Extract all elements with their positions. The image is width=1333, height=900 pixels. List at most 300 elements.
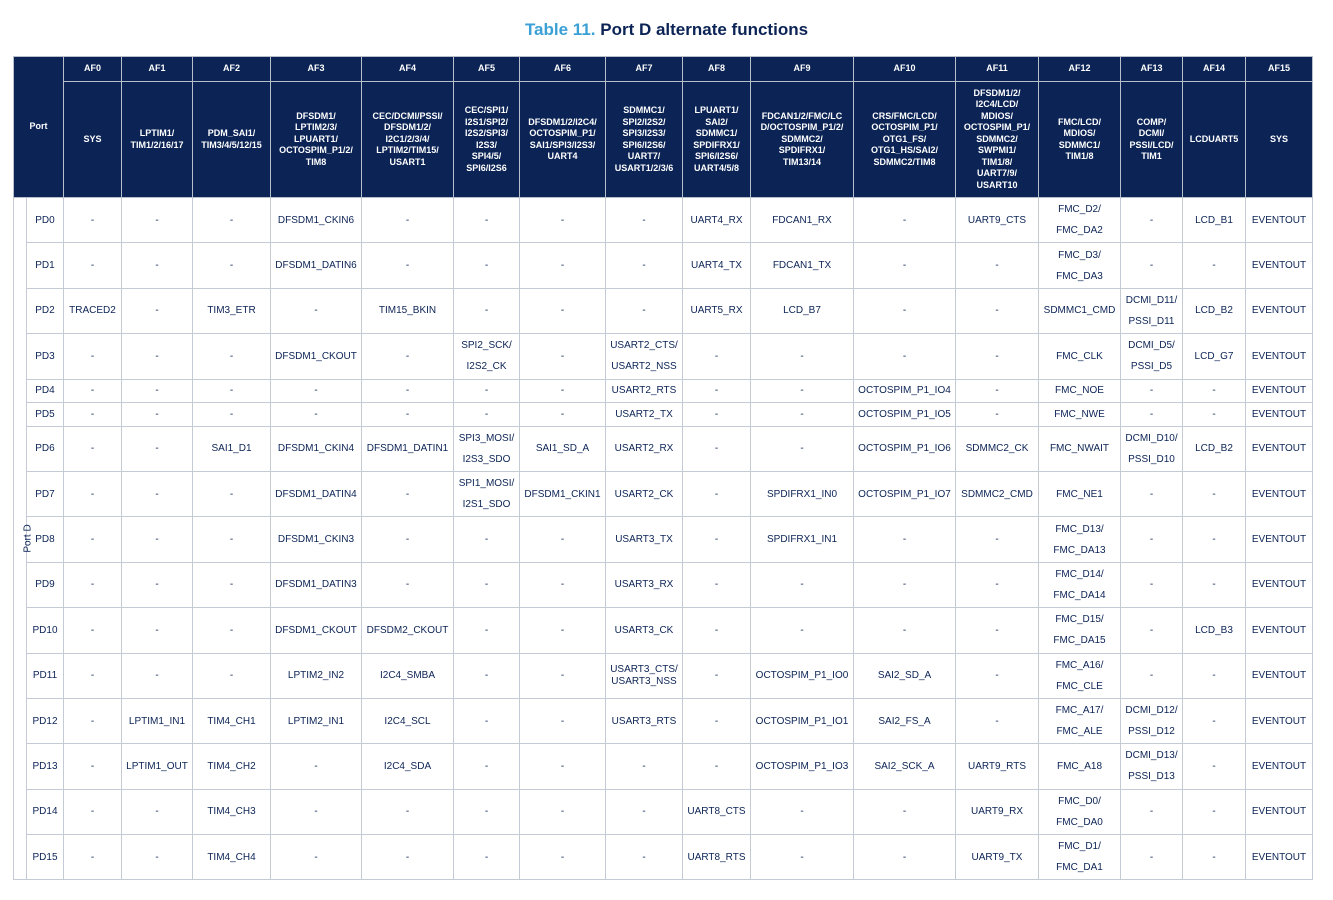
function-text: FMC/LCD/ xyxy=(1058,116,1101,127)
function-text: SDMMC2/TIM8 xyxy=(873,156,936,167)
af-header-10: AF10 xyxy=(854,57,956,82)
af-cell xyxy=(122,744,193,789)
cell-text: FMC_A17/ xyxy=(1055,705,1104,717)
cell-text: OCTOSPIM_P1_IO3 xyxy=(755,760,849,772)
af-cell xyxy=(956,198,1039,243)
af-cell xyxy=(520,698,606,743)
af-cell xyxy=(64,835,122,880)
cell-text: - xyxy=(902,350,907,362)
cell-text: - xyxy=(155,214,159,226)
cell-text: - xyxy=(405,806,410,818)
cell-text: - xyxy=(1212,851,1216,863)
cell-text: - xyxy=(1212,385,1216,397)
cell-text: PSSI_D13 xyxy=(1128,771,1175,783)
cell-text: FMC_D14/ xyxy=(1055,568,1104,580)
cell-text: EVENTOUT xyxy=(1251,579,1307,591)
function-text: OTG1_FS/ xyxy=(882,133,927,144)
cell-text: - xyxy=(1149,488,1154,500)
cell-text: - xyxy=(800,851,804,863)
af-cell xyxy=(1121,562,1183,607)
table-body xyxy=(14,198,1313,880)
af-cell xyxy=(854,471,956,516)
af-cell xyxy=(1183,789,1246,834)
cell-text: - xyxy=(155,806,159,818)
af-cell xyxy=(193,698,271,743)
cell-text: OCTOSPIM_P1_IO1 xyxy=(755,715,849,727)
af-cell xyxy=(64,288,122,333)
cell-text: LCD_B1 xyxy=(1195,214,1233,226)
af-cell xyxy=(454,698,520,743)
function-text: DFSDM1/2/I2C4/ xyxy=(528,116,597,127)
function-text: I2C1/2/3/4/ xyxy=(385,133,430,144)
port-pin-cell: PD13 xyxy=(27,744,64,789)
af-function-header-7 xyxy=(606,82,683,198)
af-cell xyxy=(1039,426,1121,471)
af-cell xyxy=(1039,471,1121,516)
cell-text: - xyxy=(800,408,804,420)
cell-text: PSSI_D11 xyxy=(1128,315,1175,327)
cell-text: - xyxy=(560,385,565,397)
cell-text: - xyxy=(405,488,410,500)
cell-text: - xyxy=(90,851,95,863)
af-cell xyxy=(854,379,956,403)
cell-text: - xyxy=(405,579,410,591)
cell-text: - xyxy=(1149,851,1154,863)
af-cell xyxy=(454,426,520,471)
cell-text: EVENTOUT xyxy=(1251,534,1307,546)
cell-text: - xyxy=(560,534,565,546)
function-text: TIM1 xyxy=(1141,151,1162,161)
af-cell xyxy=(1246,334,1313,379)
cell-text: - xyxy=(484,579,489,591)
af-cell xyxy=(956,562,1039,607)
cell-text: LPTIM2_IN2 xyxy=(287,670,345,682)
cell-text: - xyxy=(714,579,719,591)
cell-text: - xyxy=(560,670,565,682)
af-cell xyxy=(520,471,606,516)
cell-text: - xyxy=(902,305,907,317)
cell-text: - xyxy=(560,851,565,863)
af-function-header-15 xyxy=(1246,82,1313,198)
cell-text: FMC_DA1 xyxy=(1056,862,1103,874)
af-cell xyxy=(454,403,520,427)
cell-text: SPDIFRX1_IN1 xyxy=(766,534,838,546)
cell-text: DFSDM1_DATIN6 xyxy=(275,260,357,272)
cell-text: SAI2_FS_A xyxy=(878,715,931,727)
af-cell xyxy=(956,789,1039,834)
port-pin-cell: PD14 xyxy=(27,789,64,834)
cell-text: - xyxy=(995,408,999,420)
cell-text: - xyxy=(405,260,410,272)
cell-text: TIM4_CH3 xyxy=(207,806,256,818)
af-cell xyxy=(520,334,606,379)
af-cell xyxy=(1183,744,1246,789)
af-cell xyxy=(751,698,854,743)
af-cell xyxy=(271,243,362,288)
function-text: FDCAN1/2/FMC/LC xyxy=(761,110,843,121)
port-pin-cell: PD9 xyxy=(27,562,64,607)
af-cell xyxy=(64,698,122,743)
af-cell xyxy=(271,744,362,789)
cell-text: - xyxy=(560,715,565,727)
cell-text: - xyxy=(90,350,95,362)
function-text: D/OCTOSPIM_P1/2/ xyxy=(760,122,844,133)
cell-text: - xyxy=(902,579,907,591)
cell-text: FMC_A18 xyxy=(1056,760,1102,772)
af-cell xyxy=(1246,653,1313,698)
af-cell xyxy=(854,653,956,698)
af-cell xyxy=(751,426,854,471)
port-pin-cell: PD12 xyxy=(27,698,64,743)
function-header-row xyxy=(14,82,1313,198)
af-cell xyxy=(854,562,956,607)
cell-text: - xyxy=(90,385,95,397)
cell-text: DFSDM1_CKIN4 xyxy=(277,443,355,455)
cell-text: - xyxy=(800,579,804,591)
cell-text: - xyxy=(995,579,999,591)
function-text: SDMMC1/ xyxy=(1058,139,1101,150)
function-text: TIM1/8 xyxy=(1065,151,1094,161)
function-text: SPI6/I2S6 xyxy=(466,162,507,173)
cell-text: - xyxy=(902,806,907,818)
cell-text: - xyxy=(714,443,719,455)
port-pin-cell: PD5 xyxy=(27,403,64,427)
af-cell xyxy=(606,562,683,607)
cell-text: FMC_DA15 xyxy=(1053,635,1106,647)
af-cell xyxy=(854,426,956,471)
cell-text: - xyxy=(1212,579,1216,591)
cell-text: USART3_CK xyxy=(614,624,674,636)
port-d-alternate-functions-table xyxy=(13,56,1313,880)
cell-text: - xyxy=(229,488,234,500)
cell-text: USART2_CTS/ xyxy=(610,340,678,352)
cell-text: - xyxy=(155,624,159,636)
cell-text: - xyxy=(484,534,489,546)
af-cell xyxy=(520,608,606,653)
cell-text: - xyxy=(995,260,999,272)
cell-text: USART3_RTS xyxy=(611,715,677,727)
af-cell xyxy=(271,517,362,562)
cell-text: DFSDM1_DATIN1 xyxy=(366,443,449,455)
cell-text: - xyxy=(484,408,489,420)
af-header-4: AF4 xyxy=(362,57,454,82)
af-cell xyxy=(362,471,454,516)
function-text: OCTOSPIM_P1/ xyxy=(529,128,596,138)
af-cell xyxy=(1246,198,1313,243)
cell-text: - xyxy=(229,579,234,591)
cell-text: - xyxy=(995,385,999,397)
cell-text: LCD_B2 xyxy=(1195,305,1233,317)
af-function-header-6 xyxy=(520,82,606,198)
af-cell xyxy=(1183,403,1246,427)
af-cell xyxy=(683,243,751,288)
af-cell xyxy=(683,403,751,427)
cell-text: DFSDM1_CKOUT xyxy=(275,350,357,362)
cell-text: - xyxy=(1149,408,1154,420)
table-row xyxy=(14,744,1313,789)
cell-text: - xyxy=(560,214,565,226)
cell-text: TIM15_BKIN xyxy=(378,305,437,317)
cell-text: - xyxy=(155,579,159,591)
af-cell xyxy=(122,517,193,562)
table-row xyxy=(14,198,1313,243)
function-text: DFSDM1/2/ xyxy=(973,87,1021,98)
af-cell xyxy=(854,517,956,562)
af-cell xyxy=(956,835,1039,880)
af-cell xyxy=(520,243,606,288)
cell-text: EVENTOUT xyxy=(1251,760,1307,772)
af-cell xyxy=(122,835,193,880)
table-row xyxy=(14,517,1313,562)
cell-text: LCD_B7 xyxy=(783,305,821,317)
af-header-13: AF13 xyxy=(1121,57,1183,82)
af-cell xyxy=(362,288,454,333)
table-row xyxy=(14,562,1313,607)
af-cell xyxy=(454,198,520,243)
af-cell xyxy=(1246,426,1313,471)
af-cell xyxy=(193,334,271,379)
af-cell xyxy=(854,744,956,789)
af-function-header-11 xyxy=(956,82,1039,198)
cell-text: FMC_NE1 xyxy=(1056,488,1103,500)
cell-text: - xyxy=(560,260,565,272)
cell-text: - xyxy=(484,670,489,682)
af-cell xyxy=(362,243,454,288)
function-text: COMP/ xyxy=(1136,116,1167,127)
af-cell xyxy=(64,562,122,607)
cell-text: - xyxy=(155,670,159,682)
cell-text: FMC_DA2 xyxy=(1056,225,1103,237)
af-function-header-10 xyxy=(854,82,956,198)
table-row xyxy=(14,653,1313,698)
function-text: LPUART1/ xyxy=(293,133,338,144)
cell-text: SAI2_SD_A xyxy=(877,670,932,682)
cell-text: - xyxy=(1212,715,1216,727)
af-cell xyxy=(193,403,271,427)
cell-text: I2C4_SDA xyxy=(383,760,432,772)
cell-text: - xyxy=(995,715,999,727)
af-header-0: AF0 xyxy=(64,57,122,82)
af-cell xyxy=(362,198,454,243)
cell-text: FMC_D3/ xyxy=(1058,249,1101,261)
af-cell xyxy=(122,562,193,607)
af-cell xyxy=(1246,517,1313,562)
cell-text: I2S1_SDO xyxy=(462,499,511,511)
af-cell xyxy=(956,698,1039,743)
af-cell xyxy=(854,608,956,653)
cell-text: SPI3_MOSI/ xyxy=(458,432,515,444)
af-cell xyxy=(1039,562,1121,607)
function-text: SPDIFRX1/ xyxy=(693,139,740,150)
af-cell xyxy=(606,608,683,653)
cell-text: - xyxy=(1149,385,1154,397)
cell-text: - xyxy=(560,350,565,362)
function-text: UART4 xyxy=(547,151,578,161)
function-text: MDIOS/ xyxy=(980,110,1013,121)
af-cell xyxy=(1246,379,1313,403)
af-function-header-5 xyxy=(454,82,520,198)
function-text: CEC/DCMI/PSSI/ xyxy=(372,110,443,121)
af-cell xyxy=(271,789,362,834)
af-cell xyxy=(1121,426,1183,471)
cell-text: - xyxy=(642,214,646,226)
af-function-header-3 xyxy=(271,82,362,198)
af-cell xyxy=(271,471,362,516)
function-text: I2S3/ xyxy=(475,139,497,150)
cell-text: - xyxy=(90,408,95,420)
af-cell xyxy=(1121,517,1183,562)
cell-text: - xyxy=(1149,260,1154,272)
af-cell xyxy=(193,517,271,562)
cell-text: EVENTOUT xyxy=(1251,305,1307,317)
af-cell xyxy=(520,744,606,789)
cell-text: - xyxy=(800,443,804,455)
cell-text: USART3_NSS xyxy=(611,675,677,687)
cell-text: UART9_CTS xyxy=(967,214,1027,226)
function-text: I2C4/LCD/ xyxy=(975,99,1019,110)
cell-text: TIM4_CH2 xyxy=(207,760,256,772)
af-cell xyxy=(64,744,122,789)
af-cell xyxy=(520,562,606,607)
cell-text: FDCAN1_RX xyxy=(772,214,832,226)
cell-text: - xyxy=(229,214,234,226)
af-cell xyxy=(122,198,193,243)
af-cell xyxy=(606,653,683,698)
table-row xyxy=(14,243,1313,288)
function-text: SPI2/I2S2/ xyxy=(622,116,666,127)
cell-text: SPI1_MOSI/ xyxy=(458,478,515,490)
af-cell xyxy=(271,562,362,607)
af-cell xyxy=(1183,471,1246,516)
cell-text: LCD_G7 xyxy=(1194,350,1234,362)
af-cell xyxy=(362,517,454,562)
function-text: SYS xyxy=(83,133,102,144)
cell-text: - xyxy=(560,760,565,772)
af-header-6: AF6 xyxy=(520,57,606,82)
cell-text: OCTOSPIM_P1_IO0 xyxy=(755,670,849,682)
af-cell xyxy=(1183,653,1246,698)
function-text: UART7/ xyxy=(627,151,661,161)
af-cell xyxy=(520,403,606,427)
function-text: SDMMC2/ xyxy=(976,133,1018,144)
af-header-1: AF1 xyxy=(122,57,193,82)
af-cell xyxy=(683,698,751,743)
function-text: LCDUART5 xyxy=(1189,133,1239,144)
table-row xyxy=(14,789,1313,834)
af-cell xyxy=(956,334,1039,379)
af-cell xyxy=(1246,789,1313,834)
function-text: DFSDM1/2/ xyxy=(383,122,431,133)
cell-text: FMC_D13/ xyxy=(1055,523,1104,535)
af-cell xyxy=(64,517,122,562)
cell-text: - xyxy=(1149,534,1154,546)
function-text: SYS xyxy=(1269,133,1288,144)
cell-text: - xyxy=(484,260,489,272)
af-cell xyxy=(1246,288,1313,333)
af-cell xyxy=(956,653,1039,698)
af-cell xyxy=(520,379,606,403)
af-cell xyxy=(606,789,683,834)
table-row xyxy=(14,379,1313,403)
port-pin-cell: PD1 xyxy=(27,243,64,288)
af-cell xyxy=(751,471,854,516)
cell-text: USART2_CK xyxy=(614,488,674,500)
af-header-9: AF9 xyxy=(751,57,854,82)
cell-text: - xyxy=(90,624,95,636)
cell-text: - xyxy=(800,350,804,362)
af-cell xyxy=(64,379,122,403)
cell-text: LPTIM1_IN1 xyxy=(128,715,186,727)
function-text: OCTOSPIM_P1/ xyxy=(871,122,938,133)
af-cell xyxy=(1121,198,1183,243)
af-header-14: AF14 xyxy=(1183,57,1246,82)
cell-text: - xyxy=(155,385,159,397)
function-text: LPUART1/ xyxy=(694,105,739,115)
cell-text: - xyxy=(90,760,95,772)
af-cell xyxy=(956,471,1039,516)
af-cell xyxy=(1246,403,1313,427)
cell-text: UART4_TX xyxy=(691,260,742,272)
cell-text: SAI2_SCK_A xyxy=(874,760,935,772)
cell-text: DFSDM2_CKOUT xyxy=(366,624,449,636)
af-cell xyxy=(956,288,1039,333)
af-cell xyxy=(64,653,122,698)
function-text: LPTIM2/3/ xyxy=(294,122,337,133)
table-title xyxy=(0,20,1333,40)
function-text: UART7/9/ xyxy=(976,168,1017,179)
function-text: LPTIM2/TIM15/ xyxy=(376,145,439,156)
af-cell xyxy=(64,789,122,834)
af-cell xyxy=(271,426,362,471)
cell-text: EVENTOUT xyxy=(1251,214,1307,226)
af-cell xyxy=(1183,698,1246,743)
cell-text: FMC_DA14 xyxy=(1053,589,1106,601)
cell-text: SDMMC2_CK xyxy=(965,443,1029,455)
af-cell xyxy=(683,517,751,562)
af-cell xyxy=(271,835,362,880)
port-pin-cell: PD6 xyxy=(27,426,64,471)
af-cell xyxy=(1039,198,1121,243)
cell-text: - xyxy=(229,260,234,272)
af-cell xyxy=(193,562,271,607)
cell-text: - xyxy=(405,851,410,863)
af-cell xyxy=(193,243,271,288)
cell-text: SDMMC1_CMD xyxy=(1043,305,1116,317)
af-cell xyxy=(1039,835,1121,880)
cell-text: OCTOSPIM_P1_IO5 xyxy=(858,408,951,420)
af-cell xyxy=(1039,334,1121,379)
af-cell xyxy=(454,288,520,333)
af-cell xyxy=(751,198,854,243)
cell-text: EVENTOUT xyxy=(1251,670,1307,682)
cell-text: - xyxy=(155,305,159,317)
af-cell xyxy=(1121,471,1183,516)
port-group-text: Port D xyxy=(22,524,34,553)
port-pin-cell: PD10 xyxy=(27,608,64,653)
af-cell xyxy=(1121,288,1183,333)
af-cell xyxy=(1039,789,1121,834)
cell-text: UART8_CTS xyxy=(687,806,746,818)
cell-text: DFSDM1_CKIN3 xyxy=(277,534,355,546)
cell-text: EVENTOUT xyxy=(1251,408,1307,420)
cell-text: - xyxy=(405,350,410,362)
function-text: USART1/2/3/6 xyxy=(614,162,674,173)
af-cell xyxy=(64,403,122,427)
function-text: UART4/5/8 xyxy=(693,162,739,173)
cell-text: - xyxy=(484,385,489,397)
af-header-7: AF7 xyxy=(606,57,683,82)
af-cell xyxy=(1121,698,1183,743)
